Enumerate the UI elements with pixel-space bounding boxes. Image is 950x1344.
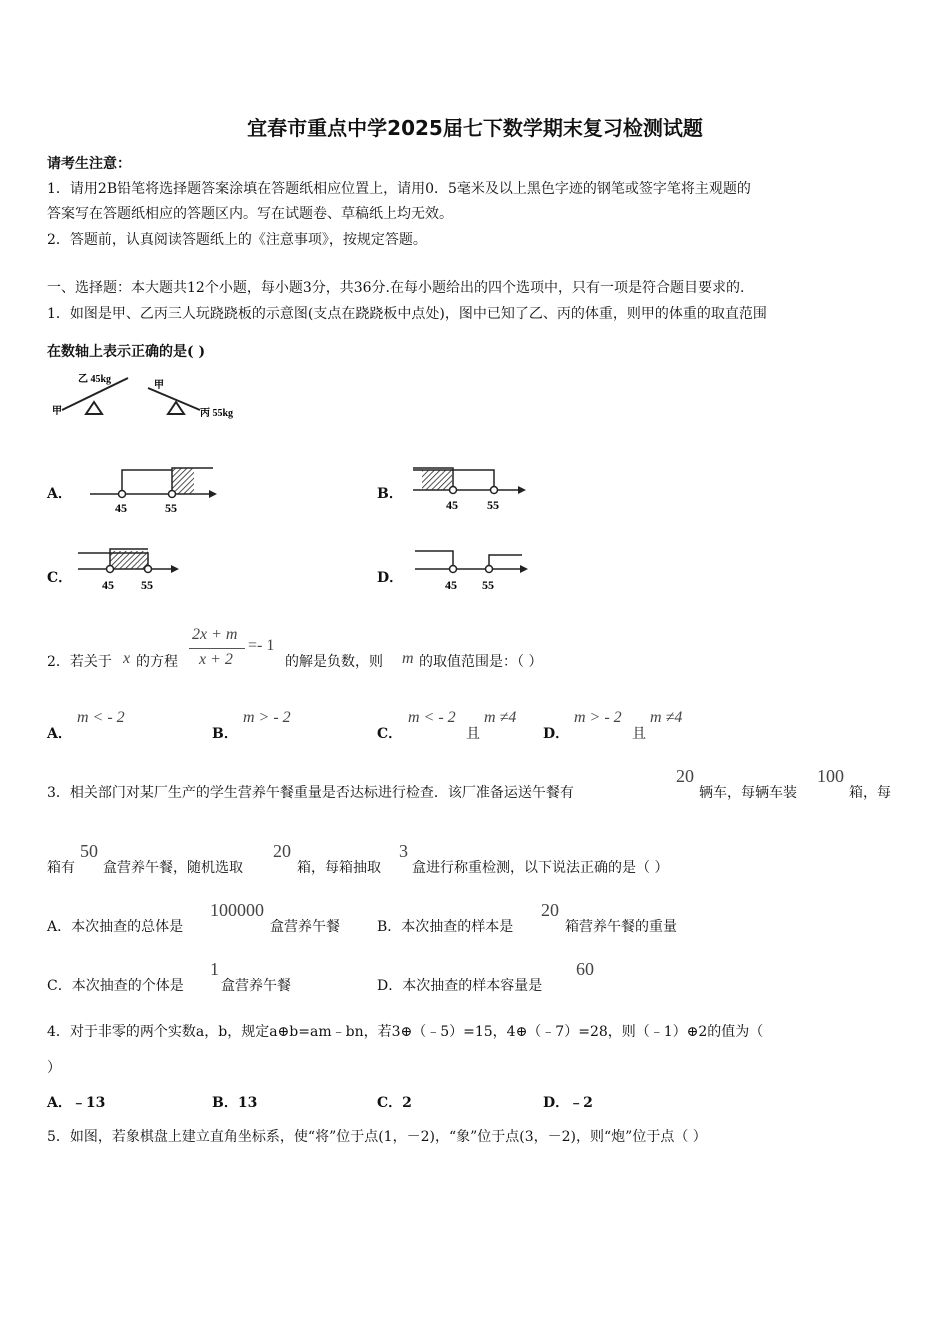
q2-fraction-denominator: x + 2: [199, 651, 233, 668]
q3-num-3: 3: [399, 841, 408, 861]
tick-label-45: 45: [115, 501, 127, 515]
range-bracket-right: [489, 555, 522, 569]
axis-arrow: [520, 565, 528, 573]
q3-option-c: C．本次抽查的个体是: [47, 978, 184, 994]
q3-option-c-2: 盒营养午餐: [221, 978, 291, 994]
q2-var-x: x: [123, 650, 131, 667]
tick-label-55: 55: [487, 498, 499, 512]
q3-option-a-2: 盒营养午餐: [270, 919, 340, 935]
q1-option-b-numberline: [408, 462, 533, 516]
q2-option-c-2: m ≠4: [484, 709, 517, 726]
q4-line-2: ）: [47, 1060, 61, 1076]
q2-option-c-label: C．: [377, 726, 403, 742]
point-45: [119, 491, 126, 498]
q2-option-d-2: m ≠4: [650, 709, 683, 726]
q3-num-100: 100: [817, 766, 844, 786]
q3-line-2c: 箱，每箱抽取: [297, 860, 381, 876]
q3-num-20-b: 20: [273, 841, 291, 861]
q3-option-a-num: 100000: [210, 900, 264, 920]
q4-option-c: C．2: [377, 1095, 412, 1111]
point-55: [169, 491, 176, 498]
q2-option-d-and: 且: [632, 726, 646, 742]
tick-label-45: 45: [445, 578, 457, 592]
axis-arrow: [171, 565, 179, 573]
q2-var-m: m: [402, 650, 414, 667]
q1-option-c-numberline: [75, 545, 185, 595]
q3-num-50: 50: [80, 841, 98, 861]
q2-pre: 2．若关于: [47, 654, 112, 670]
q2-option-a: m < - 2: [77, 709, 125, 726]
point-55: [491, 487, 498, 494]
section-heading: 一、选择题：本大题共12个小题，每小题3分，共36分.在每小题给出的四个选项中，只有一项是符合题目要求的.: [47, 280, 745, 296]
q2-option-c-and: 且: [466, 726, 480, 742]
q2-option-c: m < - 2: [408, 709, 456, 726]
q1-option-a-numberline: [85, 462, 225, 516]
q3-option-d-num: 60: [576, 959, 594, 979]
tick-label-55: 55: [165, 501, 177, 515]
q3-option-d: D．本次抽查的样本容量是: [377, 978, 543, 994]
page-title: 宜春市重点中学2025届七下数学期末复习检测试题: [247, 116, 703, 140]
seesaw-label-yi: 乙 45kg: [78, 374, 112, 385]
q3-line-1a: 3．相关部门对某厂生产的学生营养午餐重量是否达标进行检查．该厂准备运送午餐有: [47, 785, 574, 801]
q2-rhs: =- 1: [248, 637, 275, 654]
q3-option-b-num: 20: [541, 900, 559, 920]
q1-option-c-label: C．: [47, 570, 73, 586]
q2-option-d-label: D．: [543, 726, 570, 742]
q2-option-b-label: B．: [212, 726, 238, 742]
seesaw-label-jia-2: 甲: [154, 380, 164, 391]
point-45: [450, 566, 457, 573]
q3-num-20: 20: [676, 766, 694, 786]
notice-line-2: 答案写在答题纸相应的答题区内。写在试题卷、草稿纸上均无效。: [47, 206, 453, 222]
q4-line-1: 4．对于非零的两个实数a，b，规定a⊕b=am﹣bn，若3⊕（﹣5）=15，4⊕（﹣7）=28，则（﹣1）⊕2的值为（: [47, 1024, 764, 1040]
q3-option-c-num: 1: [210, 959, 219, 979]
notice-line-3: 2．答题前，认真阅读答题纸上的《注意事项》，按规定答题。: [47, 232, 427, 248]
q3-line-1b: 辆车，每辆车装: [699, 785, 797, 801]
q4-option-a: A．﹣13: [47, 1095, 106, 1111]
point-55: [486, 566, 493, 573]
q2-option-a-label: A．: [47, 726, 72, 742]
seesaw-figure: [50, 370, 250, 425]
seesaw-label-jia: 甲: [52, 406, 62, 417]
q1-option-a-label: A．: [47, 486, 72, 502]
q1-line-1: 1．如图是甲、乙丙三人玩跷跷板的示意图(支点在跷跷板中点处)，图中已知了乙、丙的体重，则甲的体重的取直范围: [47, 306, 767, 322]
seesaw-fulcrum-left: [86, 402, 102, 414]
q3-line-2a: 箱有: [47, 860, 75, 876]
q1-option-d-numberline: [410, 545, 535, 595]
notice-line-1: 1．请用2B铅笔将选择题答案涂填在答题纸相应位置上，请用0．5毫米及以上黑色字迹的钢笔或签字笔将主观题的: [47, 181, 751, 197]
point-45: [107, 566, 114, 573]
q4-option-d: D．﹣2: [543, 1095, 593, 1111]
q1-line-2: 在数轴上表示正确的是( ): [47, 344, 206, 360]
q3-line-2d: 盒进行称重检测，以下说法正确的是（ ）: [412, 860, 669, 876]
q3-line-1c: 箱，每: [849, 785, 891, 801]
seesaw-fulcrum-right: [168, 402, 184, 414]
q4-option-b: B．13: [212, 1095, 258, 1111]
q2-option-d: m > - 2: [574, 709, 622, 726]
q3-line-2b: 盒营养午餐，随机选取: [103, 860, 243, 876]
q3-option-a: A．本次抽查的总体是: [47, 919, 184, 935]
q3-option-b-2: 箱营养午餐的重量: [565, 919, 677, 935]
point-55: [145, 566, 152, 573]
tick-label-45: 45: [102, 578, 114, 592]
q2-post: 的解是负数，则: [285, 654, 383, 670]
tick-label-55: 55: [482, 578, 494, 592]
q2-option-b: m > - 2: [243, 709, 291, 726]
range-hatch: [422, 470, 452, 490]
q2-mid: 的方程: [136, 654, 178, 670]
seesaw-label-bing: 丙 55kg: [200, 408, 234, 419]
q1-option-b-label: B．: [377, 486, 403, 502]
q3-option-b: B．本次抽查的样本是: [377, 919, 514, 935]
q1-option-d-label: D．: [377, 570, 404, 586]
range-bracket-left: [415, 551, 453, 569]
tick-label-55: 55: [141, 578, 153, 592]
q2-fraction-numerator: 2x + m: [192, 626, 238, 643]
axis-arrow: [209, 490, 217, 498]
q2-end: 的取值范围是：（ ）: [419, 654, 543, 670]
point-45: [450, 487, 457, 494]
range-bracket-left: [122, 470, 172, 494]
axis-arrow: [518, 486, 526, 494]
range-hatch: [110, 551, 148, 569]
q5-line-1: 5．如图，若象棋盘上建立直角坐标系，使“将”位于点(1，－2)，“象”位于点(3，－2)，则“炮”位于点（ ）: [47, 1129, 707, 1145]
notice-heading: 请考生注意：: [47, 156, 131, 172]
range-hatch: [172, 468, 194, 494]
tick-label-45: 45: [446, 498, 458, 512]
q2-fraction-bar: [189, 648, 245, 649]
